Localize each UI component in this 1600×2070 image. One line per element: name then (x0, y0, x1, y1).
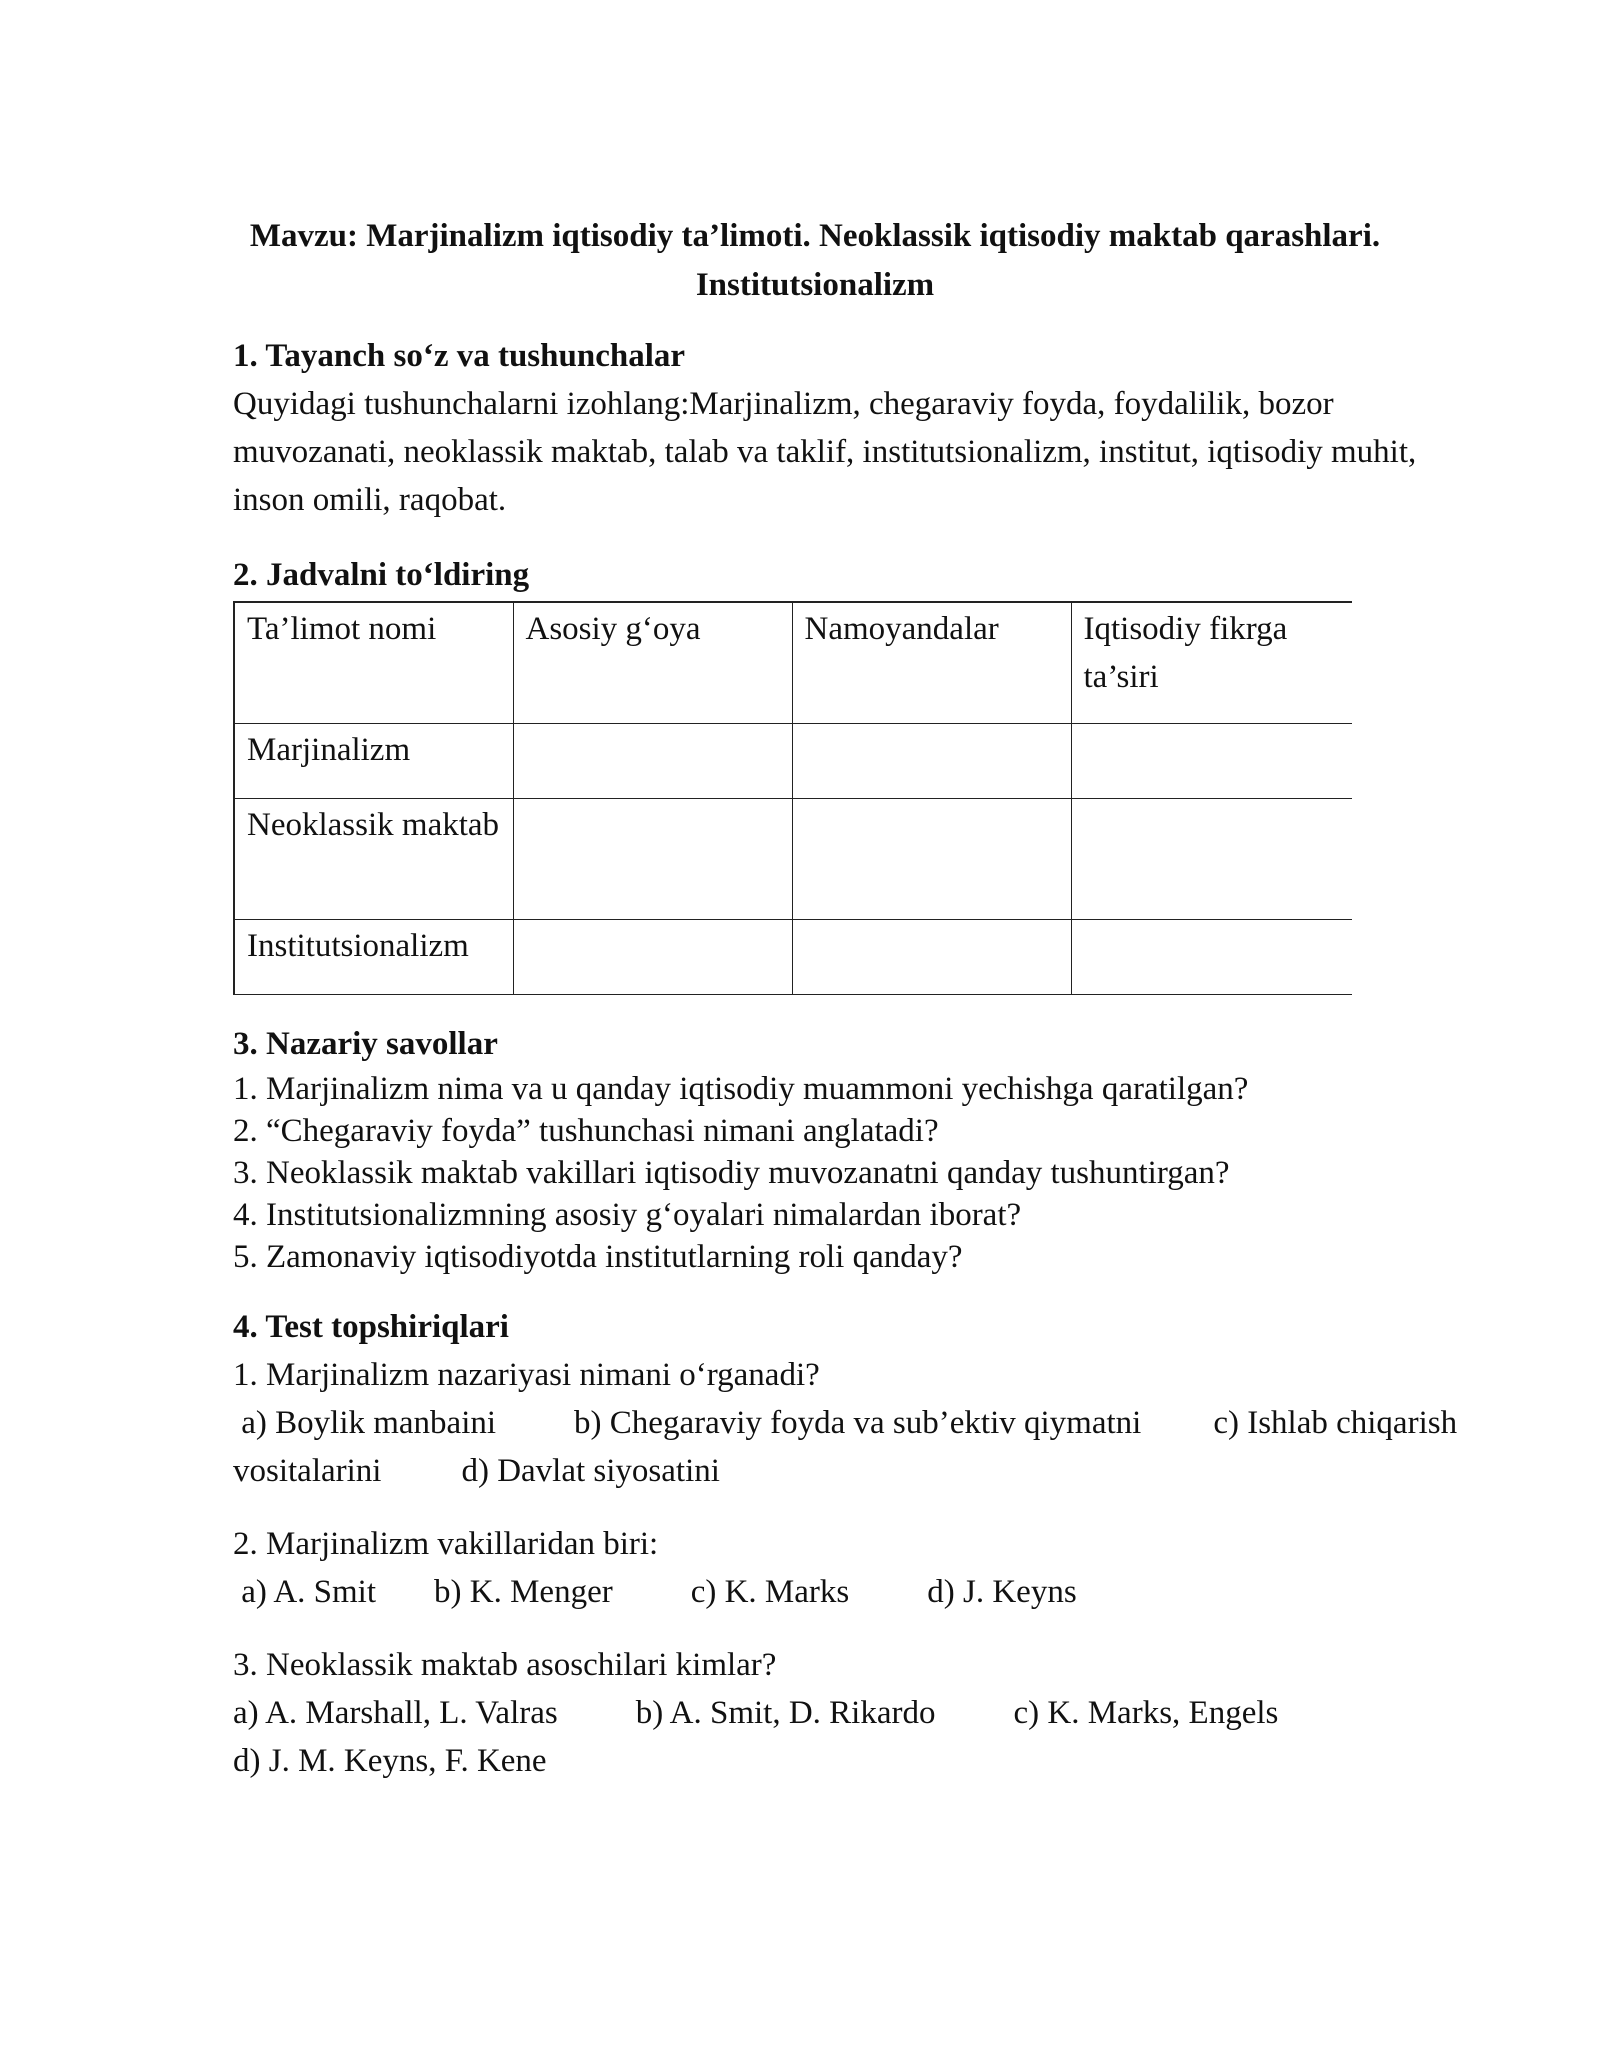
test-option-b[interactable]: b) K. Menger (434, 1574, 613, 1610)
table-cell-empty[interactable] (513, 724, 792, 799)
question-item: 5. Zamonaviy iqtisodiyotda institutlarning roli qanday? (233, 1239, 963, 1275)
question-item: 1. Marjinalizm nima va u qanday iqtisodiy muammoni yechishga qaratilgan? (233, 1071, 1249, 1107)
test-option-c[interactable]: c) K. Marks, Engels (1013, 1695, 1279, 1731)
title-line-2: Institutsionalizm (695, 267, 935, 303)
test-option-a[interactable]: a) A. Marshall, L. Valras (233, 1695, 558, 1731)
table-cell-empty[interactable] (513, 920, 792, 995)
section-theory-questions (233, 1020, 1463, 1278)
table-cell-empty[interactable] (792, 799, 1071, 920)
table-cell: Marjinalizm (234, 724, 513, 799)
question-item: 2. “Chegaraviy foyda” tushunchasi nimani anglatadi? (233, 1113, 939, 1149)
test-question-text: 3. Neoklassik maktab asoschilari kimlar? (233, 1647, 777, 1683)
table-header-cell: Namoyandalar (792, 602, 1071, 724)
table-header-row (234, 602, 1352, 724)
section-tests (233, 1303, 1463, 1810)
test-question (233, 1520, 1463, 1616)
table-cell: Neoklassik maktab (234, 799, 513, 920)
test-option-a[interactable]: a) Boylik manbaini (241, 1405, 497, 1441)
section-heading: 3. Nazariy savollar (233, 1026, 498, 1062)
test-option-d[interactable]: d) J. M. Keyns, F. Kene (233, 1743, 547, 1779)
test-option-c[interactable]: c) K. Marks (690, 1574, 850, 1610)
section-heading: 4. Test topshiriqlari (233, 1309, 509, 1345)
question-item: 3. Neoklassik maktab vakillari iqtisodiy muvozanatni qanday tushuntirgan? (233, 1155, 1230, 1191)
test-option-b[interactable]: b) Chegaraviy foyda va sub’ektiv qiymatni (574, 1405, 1142, 1441)
section-fill-table (233, 551, 1463, 995)
test-option-b[interactable]: b) A. Smit, D. Rikardo (635, 1695, 936, 1731)
table-cell-empty[interactable] (1071, 920, 1352, 995)
test-option-a[interactable]: a) A. Smit (241, 1574, 377, 1610)
fill-in-table (233, 601, 1352, 995)
test-question (233, 1641, 1463, 1785)
section-key-terms (233, 332, 1463, 524)
test-option-c[interactable]: c) Ishlab chiqarish vositalarini (233, 1405, 1458, 1489)
test-question (233, 1351, 1463, 1495)
title-line-1: Mavzu: Marjinalizm iqtisodiy ta’limoti. Neoklassik iqtisodiy maktab qarashlari. (249, 218, 1381, 254)
test-options (233, 1568, 1463, 1616)
table-header-cell: Ta’limot nomi (234, 602, 513, 724)
table-cell-empty[interactable] (513, 799, 792, 920)
table-cell-empty[interactable] (792, 724, 1071, 799)
table-cell-empty[interactable] (1071, 724, 1352, 799)
table-cell-empty[interactable] (1071, 799, 1352, 920)
table-row (234, 724, 1352, 799)
table-row (234, 799, 1352, 920)
table-header-cell: Iqtisodiy fikrga ta’siri (1071, 602, 1352, 724)
section-heading: 2. Jadvalni to‘ldiring (233, 557, 530, 593)
table-cell-empty[interactable] (792, 920, 1071, 995)
table-cell: Institutsionalizm (234, 920, 513, 995)
section-heading: 1. Tayanch so‘z va tushunchalar (233, 338, 686, 374)
test-options (233, 1689, 1463, 1785)
test-option-d[interactable]: d) Davlat siyosatini (461, 1453, 720, 1489)
test-option-d[interactable]: d) J. Keyns (927, 1574, 1077, 1610)
question-item: 4. Institutsionalizmning asosiy g‘oyalari nimalardan iborat? (233, 1197, 1022, 1233)
test-question-text: 1. Marjinalizm nazariyasi nimani o‘rganadi? (233, 1357, 820, 1393)
key-terms-text: Quyidagi tushunchalarni izohlang:Marjinalizm, chegaraviy foyda, foydalilik, bozor muvozanati, neoklassik maktab, talab va taklif, institutsionalizm, institut, iqtisodiy muhit, inson omili, raqobat. (233, 386, 1417, 518)
document-title (150, 212, 1480, 310)
test-options (233, 1399, 1463, 1495)
table-header-cell: Asosiy g‘oya (513, 602, 792, 724)
test-question-text: 2. Marjinalizm vakillaridan biri: (233, 1526, 659, 1562)
table-row (234, 920, 1352, 995)
